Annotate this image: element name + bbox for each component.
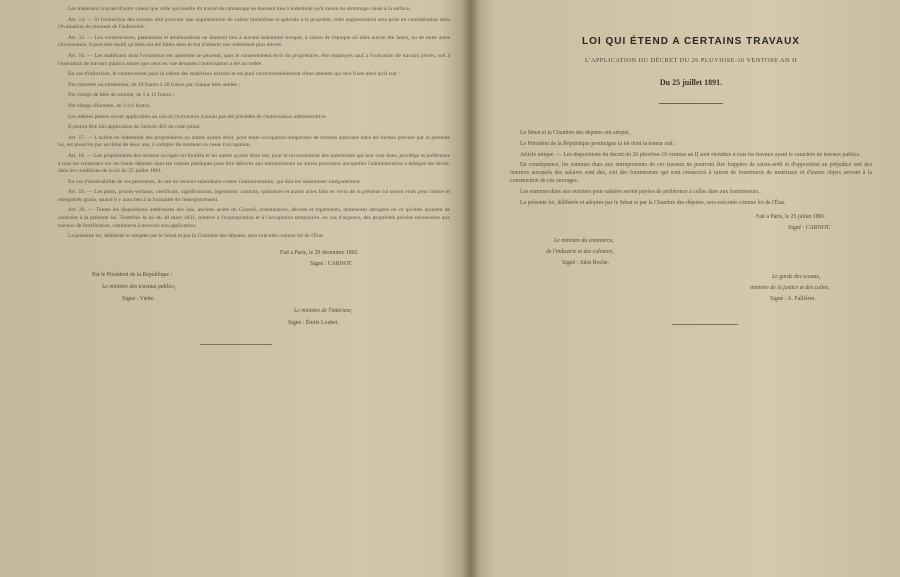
minister-title: Le ministre des travaux publics,: [102, 283, 177, 290]
paragraph: Art. 17. — L'action en indemnité des propriétaires ou autres ayants droit, pour toute occupation temporaire de terrains autorisée dans les formes prévues par la présente loi, est prescrite par un délai de deux ans, à compter du moment où cesse l'occupation.: [58, 134, 450, 149]
minister-title: de l'industrie et des colonies,: [546, 249, 614, 256]
paragraph: Par charrette ou tombereau, de 10 francs à 30 francs par chaque bête attelée ;: [68, 81, 240, 88]
minister-title: Le ministre de l'intérieur,: [294, 307, 353, 314]
end-rule: [200, 344, 272, 345]
left-signature-block: [58, 244, 450, 384]
paragraph: En cas d'insolvabilité de ces personnes, ils ont un recours subsidiaire contre l'administration, qui doit les indemniser intégralement.: [68, 178, 361, 185]
minister-title: Le garde des sceaux,: [772, 274, 821, 281]
paragraph: Le Président de la République promulgue la loi dont la teneur suit :: [520, 140, 676, 147]
paragraph: Art. 20. — Toutes les dispositions antérieures des lois, anciens arrêts du Conseil, ordonnances, décrets et règlements, demeurent abrogées en ce qu'elles auraient de contraire à la présente loi. Toutefois la loi du 30 mars 1831, relative à l'expropriation et à l'occupation temporaire, en cas d'urgence, des propriétés privées nécessaires aux travaux de fortification, continuera à recevoir son application.: [58, 207, 450, 229]
paragraph: Article unique. — Les dispositions du décret du 26 pluviôse-16 ventôse an II sont étendues à tous les travaux ayant le caractère de travaux publics.: [520, 151, 861, 158]
title-rule: [659, 103, 723, 104]
paragraph: Art. 18. — Les propriétaires des terrains occupés ou fouillés et les autres ayants droit ont, pour le recouvrement des indemnités qui leur sont dues, privilège et préférence à tous les créanciers sur les fonds déposés dans les caisses publiques pour être délivrés aux entrepreneurs ou autres personnes auxquelles l'administration a délégué ses droits, dans les conditions de la loi du 25 juillet 1891.: [58, 152, 450, 175]
paragraph: Par charge de bête de somme, de 5 à 15 francs ;: [68, 92, 175, 99]
paragraph: Les mêmes peines seront applicables au cas où l'extraction n'aurait pas été précédée de l'autorisation administrative.: [68, 113, 327, 120]
signature-president: Signé : CARNOT.: [310, 260, 353, 267]
left-page-body: [58, 6, 450, 241]
paragraph: Art. 16. — Les matériaux dont l'extraction est autorisée ne peuvent, sans le consentement écrit du propriétaire, être employés sauf à l'exécution de travaux privés, soit à l'exécution de travaux publics autres que ceux en vue desquels l'autorisation a été accordée.: [58, 52, 450, 67]
paragraph: Art. 14. — Si l'extraction des travaux doit procurer une augmentation de valeur immédiate et spéciale à la propriété, cette augmentation sera prise en considération dans l'évaluation du montant de l'indemnité.: [58, 16, 450, 31]
law-title: LOI QUI ÉTEND A CERTAINS TRAVAUX: [582, 36, 800, 47]
right-page-body: [510, 130, 872, 207]
right-signature-block: [510, 210, 872, 330]
paragraph: En conséquence, les sommes dues aux entrepreneurs de ces travaux ne pourront être frappées de saisie-arrêt et d'opposition au préjudice soit des ouvriers auxquels des salaires sont dus, soit des fournisseurs qui sont créanciers à raison de fournitures de matériaux et d'autres objets servant à la construction de ces ouvrages.: [510, 162, 872, 184]
law-subtitle: L'APPLICATION DU DÉCRET DU 26 PLUVIOSE-16 VENTOSE AN II: [584, 57, 798, 64]
paragraph: Le Sénat et la Chambre des députés ont adopté,: [520, 130, 630, 136]
minister-signature: Signé : A. Fallières.: [770, 296, 816, 303]
right-page: [480, 0, 900, 577]
book-gutter: [462, 0, 480, 577]
paragraph: Il pourra être fait application de l'article 463 du code pénal.: [68, 124, 201, 131]
law-date: Du 25 juillet 1891.: [659, 78, 723, 87]
end-rule: [672, 324, 738, 325]
paragraph: La présente loi, délibérée et adoptée par le Sénat et par la Chambre des députés, sera exécutée comme loi de l'État.: [520, 199, 786, 206]
signature-president: Signé : CARNOT.: [788, 225, 831, 232]
paragraph: Les sommes dues aux ouvriers pour salaires seront payées de préférence à celles dues aux fournisseurs.: [520, 188, 760, 195]
paragraph: Par charge d'homme, de 2 à 6 francs.: [68, 102, 151, 109]
minister-signature: Signé : Émile Loubet.: [288, 319, 339, 326]
paragraph: Les matériaux n'ayant d'autre valeur que celle qui résulte du travail de ramassage ne donnent lieu à indemnité qu'à raison du dommage causé à la surface.: [68, 6, 411, 12]
minister-title: ministre de la justice et des cultes,: [750, 285, 830, 292]
minister-title: Le ministre du commerce,: [554, 238, 614, 245]
paragraph: Art. 15. — Les constructions, plantations et améliorations ne donnent lieu à aucune indemnité lorsque, à raison de l'époque où elles auront été faites, ou de toute autre circonstance, il peut être établi qu'elles ont été faites dans le but d'obtenir une indemnité plus élevée.: [58, 34, 450, 49]
paragraph: Art. 19. — Les plans, procès-verbaux, certificats, significations, jugements, contrats, quittances et autres actes faits en vertu de la présente loi seront visés pour timbre et enregistrés gratis, quand il y aura lieu à la formalité de l'enregistrement.: [58, 189, 450, 203]
paragraph: En cas d'infraction, le contrevenant paye la valeur des matériaux extraits et est puni correctionnellement d'une amende qui sera fixée ainsi qu'il suit :: [68, 71, 400, 78]
minister-signature: Signé : Viette.: [122, 295, 155, 302]
by-president-label: Par le Président de la République :: [92, 271, 173, 278]
minister-signature: Signé : Jules Roche.: [562, 260, 610, 267]
place-date: Fait à Paris, le 25 juillet 1891.: [756, 214, 826, 221]
place-date: Fait à Paris, le 29 décembre 1892.: [280, 249, 359, 256]
paragraph: La présente loi, délibérée et adoptée par le Sénat et par la Chambre des députés, sera exécutée comme loi de l'État.: [68, 233, 325, 240]
